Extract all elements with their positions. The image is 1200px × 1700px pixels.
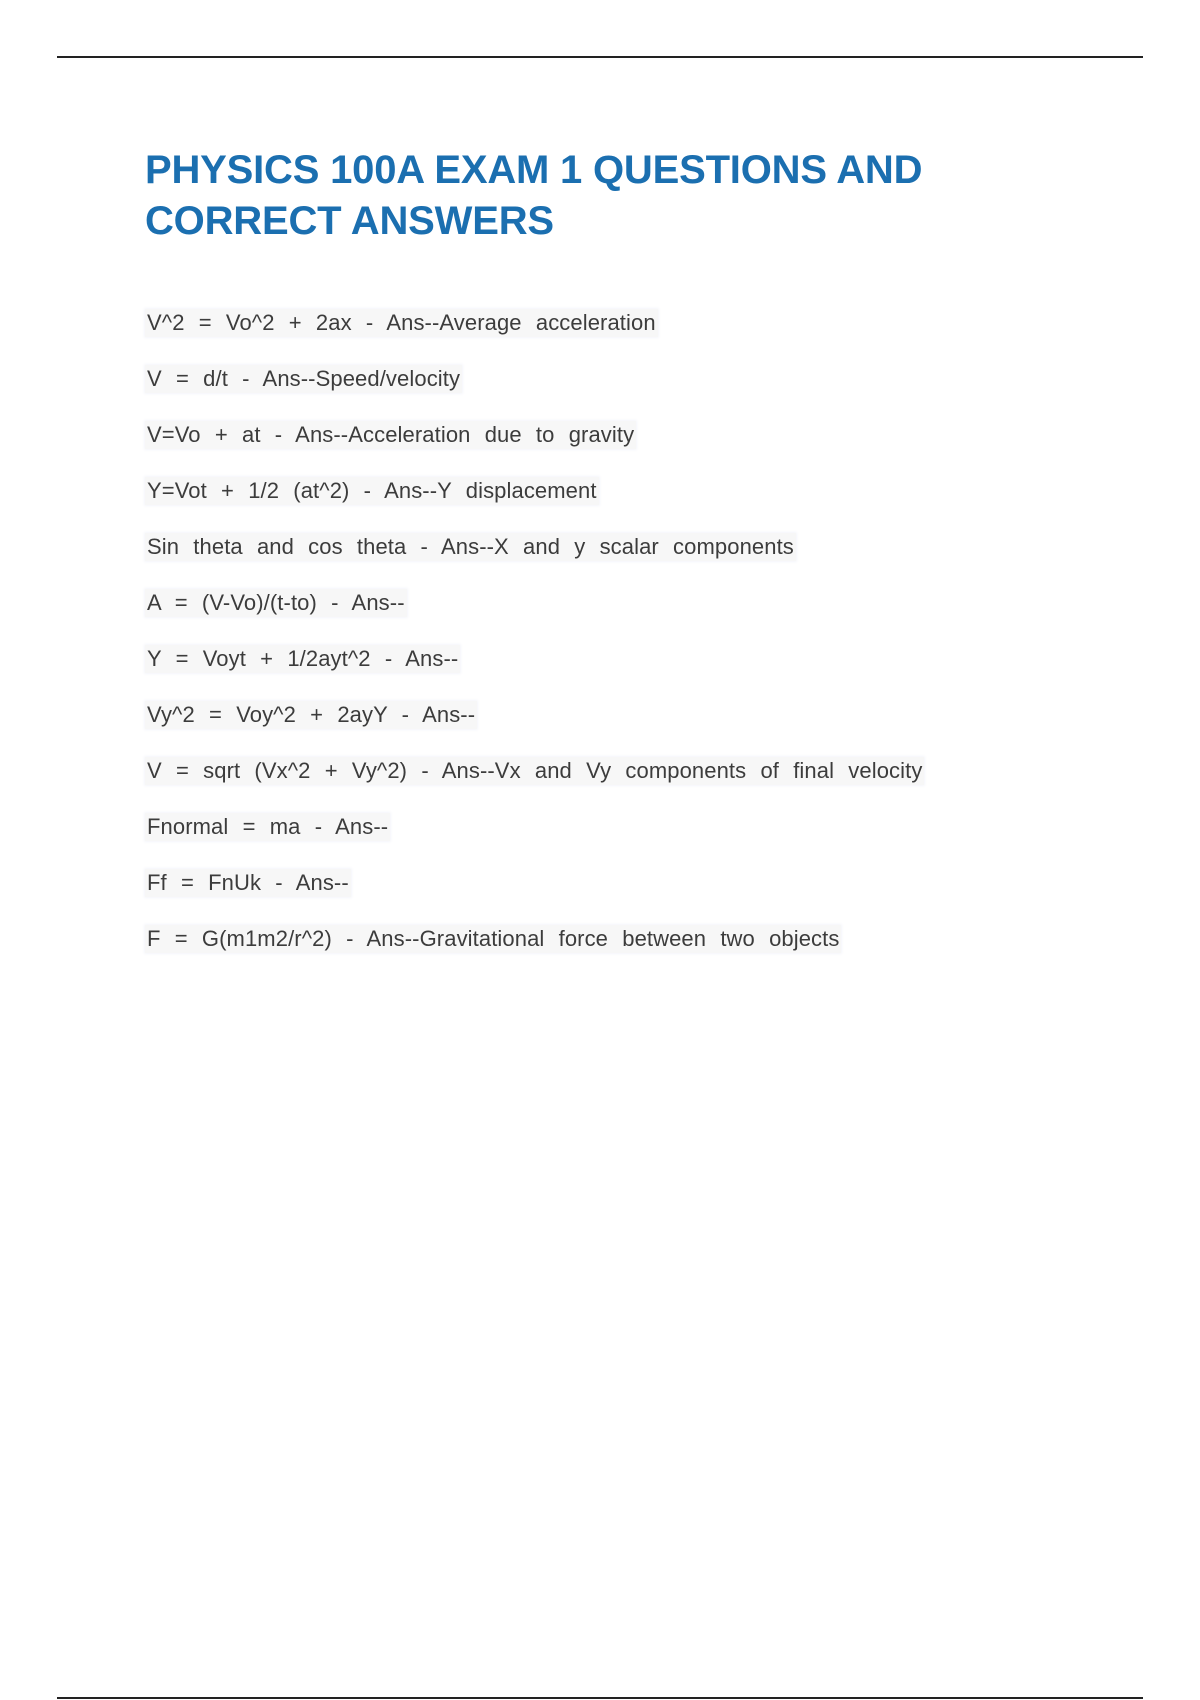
qa-item-text: A = (V-Vo)/(t-to) - Ans-- <box>147 590 405 615</box>
qa-item-text: Y = Voyt + 1/2ayt^2 - Ans-- <box>147 646 459 671</box>
document-body <box>145 145 1045 967</box>
document-title: PHYSICS 100A EXAM 1 QUESTIONS AND CORRECT ANSWERS <box>145 148 923 243</box>
page-header-rule <box>57 56 1143 58</box>
qa-item-text: V = sqrt (Vx^2 + Vy^2) - Ans--Vx and Vy components of final velocity <box>147 758 923 783</box>
qa-item <box>145 799 1045 855</box>
qa-item-text: V^2 = Vo^2 + 2ax - Ans--Average acceleration <box>147 310 656 335</box>
qa-item-text: F = G(m1m2/r^2) - Ans--Gravitational force between two objects <box>147 926 840 951</box>
qa-item-text: Fnormal = ma - Ans-- <box>147 814 389 839</box>
qa-item <box>145 575 1045 631</box>
qa-item <box>145 743 1045 799</box>
qa-item <box>145 855 1045 911</box>
qa-item-text: Vy^2 = Voy^2 + 2ayY - Ans-- <box>147 702 476 727</box>
qa-item <box>145 295 1045 351</box>
qa-item <box>145 407 1045 463</box>
qa-item <box>145 463 1045 519</box>
qa-item <box>145 351 1045 407</box>
qa-item <box>145 519 1045 575</box>
qa-item <box>145 631 1045 687</box>
qa-item-text: Y=Vot + 1/2 (at^2) - Ans--Y displacement <box>147 478 597 503</box>
qa-item-text: Ff = FnUk - Ans-- <box>147 870 349 895</box>
qa-list <box>145 295 1045 967</box>
qa-item <box>145 687 1045 743</box>
qa-item-text: Sin theta and cos theta - Ans--X and y scalar components <box>147 534 794 559</box>
qa-item-text: V=Vo + at - Ans--Acceleration due to gravity <box>147 422 635 447</box>
qa-item-text: V = d/t - Ans--Speed/velocity <box>147 366 461 391</box>
page-footer-rule <box>57 1697 1143 1699</box>
qa-item <box>145 911 1045 967</box>
